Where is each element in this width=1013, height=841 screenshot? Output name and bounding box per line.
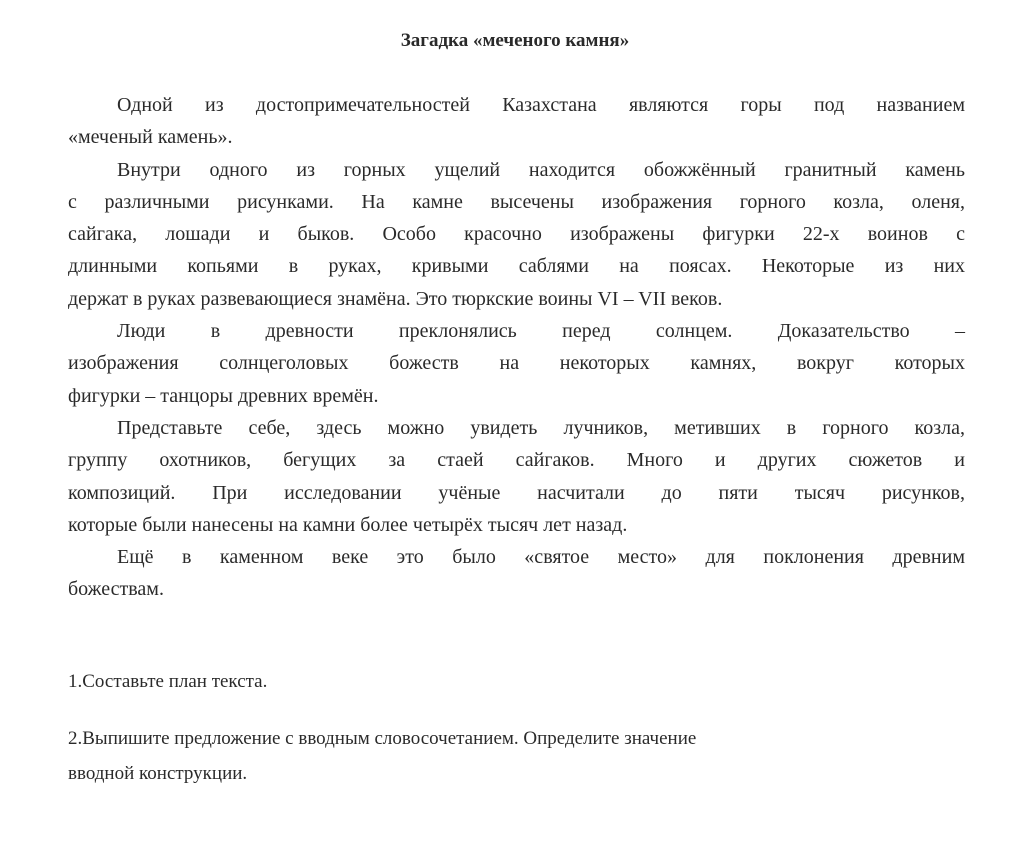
text-line: Представьте себе, здесь можно увидеть лучников, метивших в горного козла, xyxy=(117,416,965,439)
text-line: божествам. xyxy=(68,578,164,601)
document-body xyxy=(68,89,965,606)
task-2-continued: вводной конструкции. xyxy=(68,763,248,784)
task-1: 1.Составьте план текста. xyxy=(68,671,268,692)
text-line: длинными копьями в руках, кривыми саблями на поясах. Некоторые из них xyxy=(68,255,965,278)
text-line: держат в руках развевающиеся знамёна. Это тюркские воины VI – VII веков. xyxy=(68,287,723,310)
task-2: 2.Выпишите предложение с вводным словосочетанием. Определите значение xyxy=(68,728,697,749)
text-line: «меченый камень». xyxy=(68,126,233,149)
text-line: Внутри одного из горных ущелий находится обожжённый гранитный камень xyxy=(117,158,965,181)
text-line: которые были нанесены на камни более четырёх тысяч лет назад. xyxy=(68,513,628,536)
text-line: фигурки – танцоры древних времён. xyxy=(68,384,379,407)
text-line: композиций. При исследовании учёные насчитали до пяти тысяч рисунков, xyxy=(68,481,965,504)
text-line: группу охотников, бегущих за стаей сайгаков. Много и других сюжетов и xyxy=(68,449,965,472)
text-line: Одной из достопримечательностей Казахстана являются горы под названием xyxy=(117,94,965,116)
text-line: Люди в древности преклонялись перед солнцем. Доказательство – xyxy=(117,320,965,343)
text-line: с различными рисунками. На камне высечены изображения горного козла, оленя, xyxy=(68,190,965,213)
text-line: Ещё в каменном веке это было «святое место» для поклонения древним xyxy=(117,546,965,569)
document-title: Загадка «меченого камня» xyxy=(400,30,630,51)
text-line: изображения солнцеголовых божеств на некоторых камнях, вокруг которых xyxy=(68,352,965,375)
text-line: сайгака, лошади и быков. Особо красочно изображены фигурки 22-х воинов с xyxy=(68,223,965,246)
